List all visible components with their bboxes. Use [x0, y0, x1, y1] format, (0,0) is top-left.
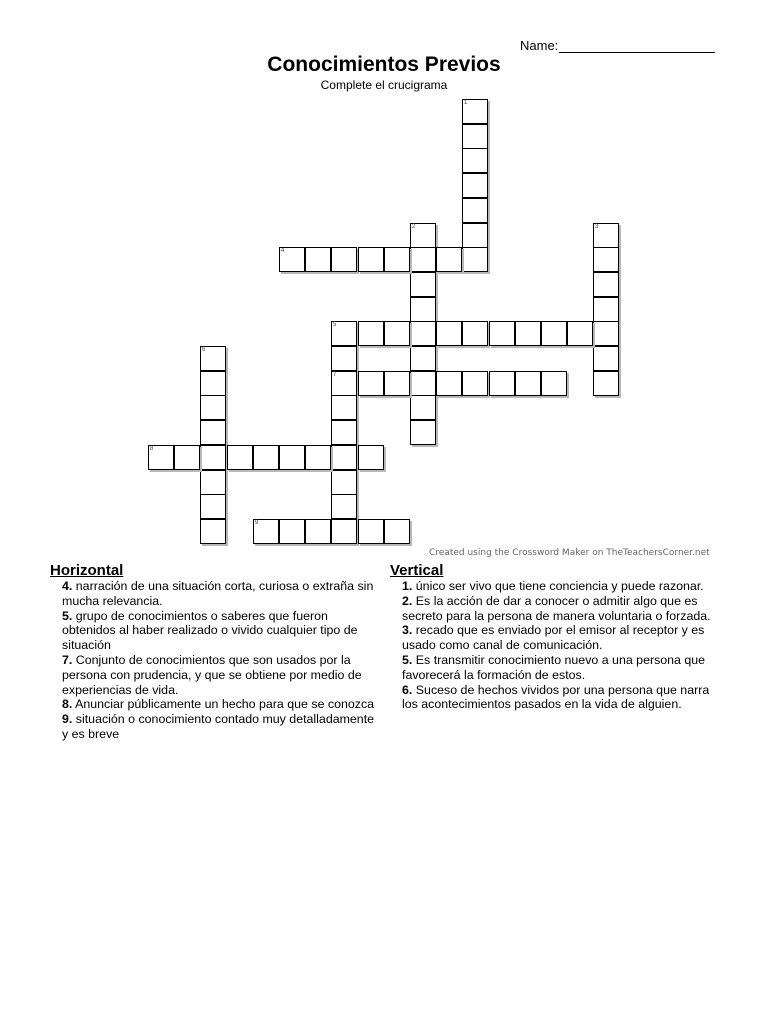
clue-item [390, 683, 720, 713]
crossword-cell[interactable] [436, 371, 462, 396]
crossword-cell[interactable] [305, 247, 331, 272]
crossword-cell[interactable] [410, 223, 436, 248]
clue-number: 3. [402, 623, 413, 638]
crossword-cell[interactable] [593, 321, 619, 346]
clue-item [50, 609, 380, 653]
vertical-clues [390, 562, 720, 712]
crossword-cell[interactable] [462, 148, 488, 173]
crossword-cell[interactable] [410, 395, 436, 420]
crossword-cell[interactable] [384, 247, 410, 272]
cell-number: 8 [150, 446, 154, 452]
clue-item [50, 653, 380, 697]
clue-text: situación o conocimiento contado muy detalladamente y es breve [62, 712, 375, 741]
crossword-cell[interactable] [593, 371, 619, 396]
crossword-cell[interactable] [305, 519, 331, 544]
horizontal-heading: Horizontal [50, 562, 124, 579]
crossword-cell[interactable] [148, 445, 174, 470]
crossword-cell[interactable] [567, 321, 593, 346]
credit-text: Created using the Crossword Maker on TheTeachersCorner.net [429, 548, 710, 558]
crossword-cell[interactable] [384, 321, 410, 346]
clue-text: Es la acción de dar a conocer o admitir algo que es secreto para la persona de manera voluntaria o forzada. [402, 593, 711, 623]
clue-number: 6. [402, 682, 413, 697]
crossword-cell[interactable] [384, 519, 410, 544]
clue-number: 7. [62, 652, 73, 667]
horizontal-clue-list [50, 579, 380, 742]
clue-text: único ser vivo que tiene conciencia y puede razonar. [412, 579, 704, 593]
crossword-cell[interactable] [358, 445, 384, 470]
clue-text: Suceso de hechos vividos por una persona que narra los acontecimientos pasados en la vida de alguien. [402, 682, 710, 712]
clue-item [390, 653, 720, 683]
cell-number: 3 [595, 224, 599, 230]
crossword-cell[interactable] [462, 247, 488, 272]
clue-text: narración de una situación corta, curiosa o extraña sin mucha relevancia. [62, 579, 374, 608]
cell-number: 4 [281, 248, 285, 254]
crossword-cell[interactable] [331, 371, 357, 396]
crossword-cell[interactable] [279, 445, 305, 470]
crossword-cell[interactable] [358, 247, 384, 272]
crossword-cell[interactable] [331, 321, 357, 346]
clue-number: 1. [402, 579, 413, 593]
crossword-cell[interactable] [541, 371, 567, 396]
clue-item [390, 594, 720, 624]
cell-number: 6 [202, 347, 206, 353]
clue-number: 2. [402, 593, 413, 608]
crossword-cell[interactable] [410, 346, 436, 371]
page-subtitle: Complete el crucigrama [320, 78, 448, 92]
crossword-cell[interactable] [331, 420, 357, 445]
cell-number: 9 [255, 520, 259, 526]
clue-number: 4. [62, 579, 73, 593]
crossword-cell[interactable] [331, 247, 357, 272]
crossword-cell[interactable] [331, 445, 357, 470]
crossword-cell[interactable] [462, 124, 488, 149]
crossword-cell[interactable] [358, 371, 384, 396]
crossword-cell[interactable] [200, 420, 226, 445]
crossword-cell[interactable] [515, 321, 541, 346]
crossword-cell[interactable] [462, 173, 488, 198]
crossword-cell[interactable] [200, 470, 226, 495]
clue-item [390, 579, 720, 594]
clue-number: 5. [62, 608, 73, 623]
clue-item [50, 697, 380, 712]
crossword-cell[interactable] [331, 519, 357, 544]
crossword-cell[interactable] [227, 445, 253, 470]
crossword-cell[interactable] [541, 321, 567, 346]
crossword-cell[interactable] [200, 395, 226, 420]
crossword-cell[interactable] [462, 321, 488, 346]
crossword-cell[interactable] [593, 297, 619, 322]
clue-text: Conjunto de conocimientos que son usados por la persona con prudencia, y que se obtiene por medio de experiencias de vida. [62, 652, 362, 697]
clue-number: 9. [62, 712, 73, 727]
horizontal-clues [50, 562, 380, 742]
crossword-cell[interactable] [489, 371, 515, 396]
vertical-clue-list [390, 579, 720, 712]
crossword-cell[interactable] [593, 247, 619, 272]
clue-text: recado que es enviado por el emisor al receptor y es usado como canal de comunicación. [402, 623, 705, 653]
crossword-cell[interactable] [593, 223, 619, 248]
crossword-cell[interactable] [200, 371, 226, 396]
clue-item [50, 712, 380, 742]
crossword-cell[interactable] [593, 346, 619, 371]
clue-item [390, 623, 720, 653]
crossword-cell[interactable] [358, 519, 384, 544]
crossword-cell[interactable] [462, 371, 488, 396]
crossword-cell[interactable] [253, 445, 279, 470]
clue-text: Es transmitir conocimiento nuevo a una persona que favorecerá la formación de estos. [402, 652, 706, 682]
name-label: Name: [520, 38, 559, 53]
crossword-cell[interactable] [200, 346, 226, 371]
clue-item [50, 579, 380, 609]
vertical-heading: Vertical [390, 562, 444, 579]
crossword-cell[interactable] [410, 247, 436, 272]
crossword-cell[interactable] [200, 494, 226, 519]
crossword-cell[interactable] [410, 272, 436, 297]
cell-number: 5 [333, 322, 337, 328]
crossword-cell[interactable] [331, 470, 357, 495]
crossword-cell[interactable] [436, 321, 462, 346]
crossword-cell[interactable] [358, 321, 384, 346]
crossword-cell[interactable] [384, 371, 410, 396]
crossword-cell[interactable] [410, 420, 436, 445]
crossword-cell[interactable] [174, 445, 200, 470]
cell-number: 7 [333, 372, 337, 378]
clue-text: grupo de conocimientos o saberes que fueron obtenidos al haber realizado o vivido cualquier tipo de situación [62, 608, 358, 653]
crossword-cell[interactable] [279, 519, 305, 544]
crossword-cell[interactable] [489, 321, 515, 346]
crossword-cell[interactable] [331, 395, 357, 420]
crossword-cell[interactable] [200, 445, 226, 470]
crossword-cell[interactable] [436, 247, 462, 272]
cell-number: 1 [464, 100, 468, 106]
crossword-cell[interactable] [331, 494, 357, 519]
clue-text: Anunciar públicamente un hecho para que se conozca [72, 697, 375, 712]
crossword-cell[interactable] [410, 297, 436, 322]
cell-number: 2 [412, 224, 416, 230]
page-title: Conocimientos Previos [267, 53, 501, 76]
crossword-cell[interactable] [305, 445, 331, 470]
crossword-cell[interactable] [410, 321, 436, 346]
crossword-cell[interactable] [200, 519, 226, 544]
crossword-cell[interactable] [331, 346, 357, 371]
crossword-cell[interactable] [462, 198, 488, 223]
crossword-cell[interactable] [253, 519, 279, 544]
crossword-cell[interactable] [410, 371, 436, 396]
crossword-cell[interactable] [515, 371, 541, 396]
clue-number: 8. [62, 697, 73, 712]
crossword-cell[interactable] [462, 223, 488, 248]
clue-number: 5. [402, 652, 413, 667]
crossword-cell[interactable] [593, 272, 619, 297]
crossword-cell[interactable] [279, 247, 305, 272]
crossword-cell[interactable] [462, 99, 488, 124]
